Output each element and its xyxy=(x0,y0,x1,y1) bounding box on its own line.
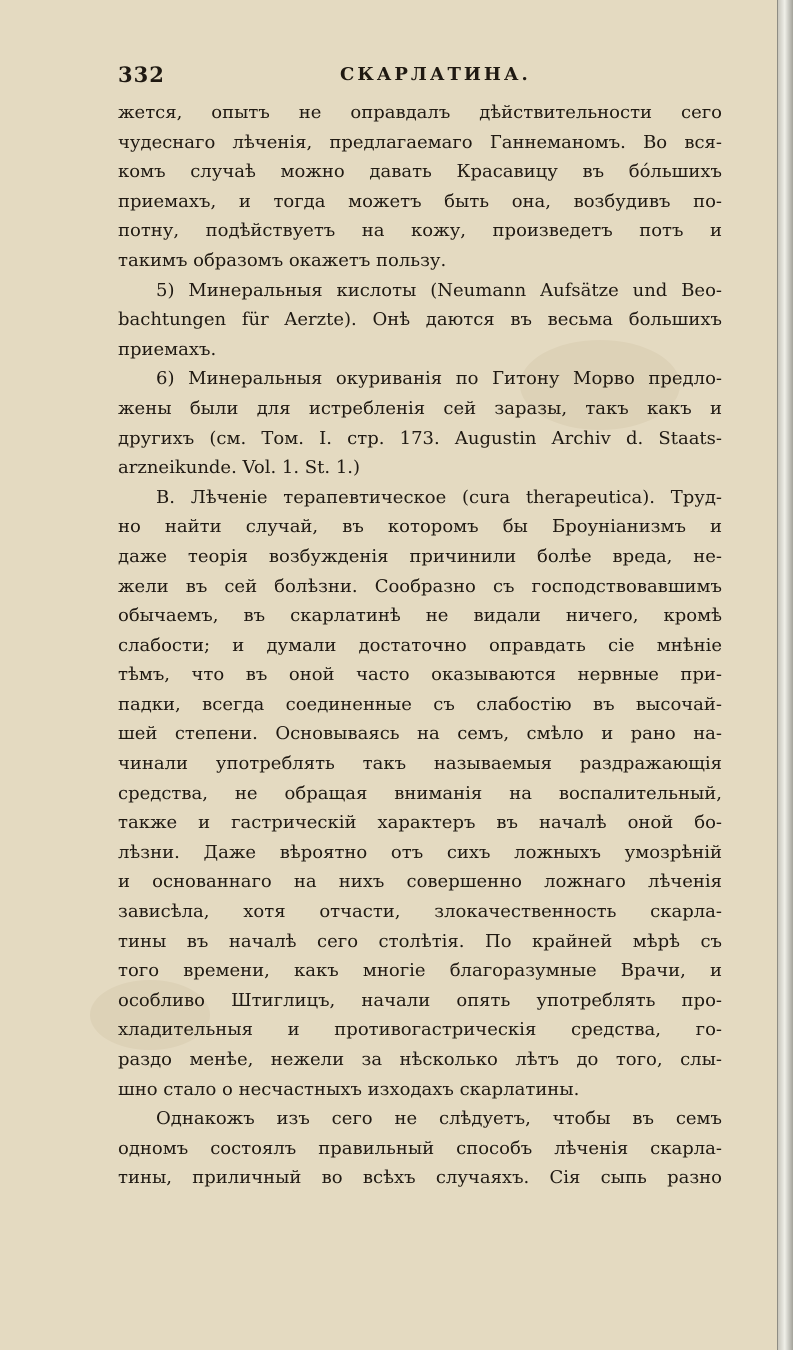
running-title: СКАРЛАТИНА. xyxy=(340,64,531,85)
text-line: обычаемъ, въ скарлатинѣ не видали ничего, кромѣ xyxy=(118,605,722,627)
text-line: 5) Минеральныя кислоты (Neumann Aufsätze und Beo- xyxy=(156,279,722,301)
text-line: жется, опытъ не оправдалъ дѣйствительности сего xyxy=(118,102,722,123)
text-line: bachtungen für Aerzte). Онѣ даются въ весьма большихъ xyxy=(118,309,722,331)
text-line: хладительныя и противогастрическія средства, го- xyxy=(118,1019,722,1041)
text-line: того времени, какъ многіе благоразумные Врачи, и xyxy=(118,960,722,982)
text-line: средства, не обращая вниманія на воспалительный, xyxy=(118,782,722,804)
text-line: Однакожъ изъ сего не слѣдуетъ, чтобы въ семъ xyxy=(156,1108,722,1130)
text-line: и основаннаго на нихъ совершенно ложнаго лѣченія xyxy=(118,871,722,893)
text-line: чудеснаго лѣченія, предлагаемаго Ганнеманомъ. Во вся- xyxy=(118,131,722,153)
text-line: шей степени. Основываясь на семъ, смѣло и рано на- xyxy=(118,723,722,745)
text-line: лѣзни. Даже вѣроятно отъ сихъ ложныхъ умозрѣній xyxy=(118,841,722,863)
text-line: приемахъ. xyxy=(118,338,217,360)
text-line: тины, приличный во всѣхъ случаяхъ. Сія сыпь разно xyxy=(118,1167,722,1189)
text-line: но найти случай, въ которомъ бы Броуніанизмъ и xyxy=(118,516,722,538)
text-line: В. Лѣченіе терапевтическое (cura therapeutica). Труд- xyxy=(156,486,722,508)
text-line: тѣмъ, что въ оной часто оказываются нервные при- xyxy=(118,664,722,686)
text-line: arzneikunde. Vol. 1. St. 1.) xyxy=(118,457,361,479)
page-header xyxy=(118,62,718,92)
text-line: чинали употреблять такъ называемыя раздражающія xyxy=(118,753,722,775)
text-line: шно стало о несчастныхъ изходахъ скарлатины. xyxy=(118,1078,580,1100)
text-line: жены были для истребленія сей заразы, такъ какъ и xyxy=(118,397,722,419)
text-line: даже теорія возбужденія причинили болѣе вреда, не- xyxy=(118,545,722,567)
text-line: такимъ образомъ окажетъ пользу. xyxy=(118,249,447,271)
text-line: приемахъ, и тогда можетъ быть она, возбудивъ по- xyxy=(118,190,722,212)
text-line: другихъ (см. Том. I. стр. 173. Augustin Archiv d. Staats- xyxy=(118,427,722,449)
text-line: комъ случаѣ можно давать Красавицу въ бо́льшихъ xyxy=(118,161,722,183)
text-line: одномъ состоялъ правильный способъ лѣченія скарла- xyxy=(118,1137,722,1159)
text-line: жели въ сей болѣзни. Сообразно съ господствовавшимъ xyxy=(118,575,722,597)
text-line: особливо Штиглицъ, начали опять употреблять про- xyxy=(118,989,722,1011)
text-line: слабости; и думали достаточно оправдать сіе мнѣніе xyxy=(118,634,722,656)
text-line: раздо менѣе, нежели за нѣсколько лѣтъ до того, слы- xyxy=(118,1049,722,1070)
page-number: 332 xyxy=(118,62,165,87)
text-line: тины въ началѣ сего столѣтія. По крайней мѣрѣ съ xyxy=(118,930,722,952)
text-line: 6) Минеральныя окуриванія по Гитону Морво предло- xyxy=(156,368,722,390)
text-line: падки, всегда соединенные съ слабостію въ высочай- xyxy=(118,693,722,715)
book-binding-edge xyxy=(777,0,793,1350)
text-line: зависѣла, хотя отчасти, злокачественность скарла- xyxy=(118,901,722,923)
text-line: также и гастрическій характеръ въ началѣ оной бо- xyxy=(118,812,722,834)
body-text xyxy=(118,98,722,1193)
text-line: потну, подѣйствуетъ на кожу, произведетъ потъ и xyxy=(118,220,722,242)
